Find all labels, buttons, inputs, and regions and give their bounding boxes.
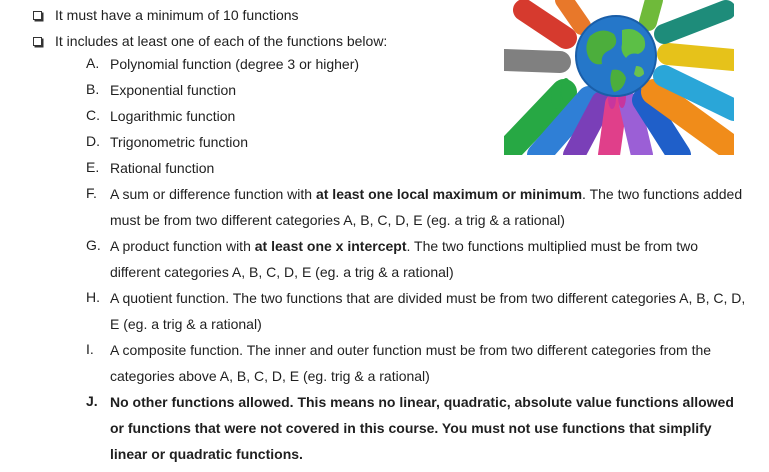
requirement-segment: A sum or difference function with — [110, 186, 316, 202]
requirement-segment: A composite function. The inner and outer function must be from two different categories from the categories above A, B, C, D, E (eg. trig & a rational) — [110, 342, 712, 384]
checklist-item-text: It must have a minimum of 10 functions — [55, 7, 299, 23]
requirement-letter: J. — [86, 393, 98, 409]
requirement-segment: A quotient function. The two functions that are divided must be from two different categories A, B, C, D, E (eg. a trig & a rational) — [110, 290, 746, 332]
checklist-item — [33, 7, 299, 23]
checklist-item — [33, 33, 387, 49]
requirement-text — [110, 389, 750, 467]
requirement-text — [110, 233, 750, 285]
requirement-letter: G. — [86, 237, 101, 253]
requirement-text — [110, 337, 750, 389]
requirement-letter: F. — [86, 185, 97, 201]
requirement-letter: D. — [86, 133, 100, 149]
requirement-letter: C. — [86, 107, 100, 123]
requirement-segment: . The two functions added must be from two different categories A, B, C, D, E (eg. a trig & a rational) — [110, 186, 743, 228]
requirement-emphasis: at least one x intercept — [254, 238, 407, 254]
checkbox-icon[interactable] — [33, 11, 42, 20]
requirement-text — [110, 181, 750, 233]
requirement-segment: Polynomial function (degree 3 or higher) — [110, 56, 360, 72]
requirement-emphasis: at least one local maximum or minimum — [315, 186, 583, 202]
requirement-text — [110, 155, 750, 181]
requirement-segment: A product function with — [110, 238, 255, 254]
requirement-letter: E. — [86, 159, 100, 175]
requirement-letter: B. — [86, 81, 100, 97]
checkbox-icon[interactable] — [33, 37, 42, 46]
requirement-segment: Logarithmic function — [110, 108, 236, 124]
requirement-text — [110, 285, 750, 337]
requirement-segment: Exponential function — [110, 82, 237, 98]
requirement-segment: Trigonometric function — [110, 134, 248, 150]
requirement-letter: A. — [86, 55, 100, 71]
requirement-letter: H. — [86, 289, 100, 305]
requirement-segment: . The two functions multiplied must be from two different categories A, B, C, D, E (eg. a trig & a rational) — [110, 238, 699, 280]
requirement-letter: I. — [86, 341, 94, 357]
requirement-emphasis: No other functions allowed. This means no linear, quadratic, absolute value functions allowed or functions that were not covered in this course. You must not use functions that simplify linear or quadratic functions. — [110, 394, 734, 462]
checklist-item-text: It includes at least one of each of the functions below: — [55, 33, 388, 49]
globe-hands-image — [504, 0, 734, 155]
requirement-segment: Rational function — [110, 160, 215, 176]
